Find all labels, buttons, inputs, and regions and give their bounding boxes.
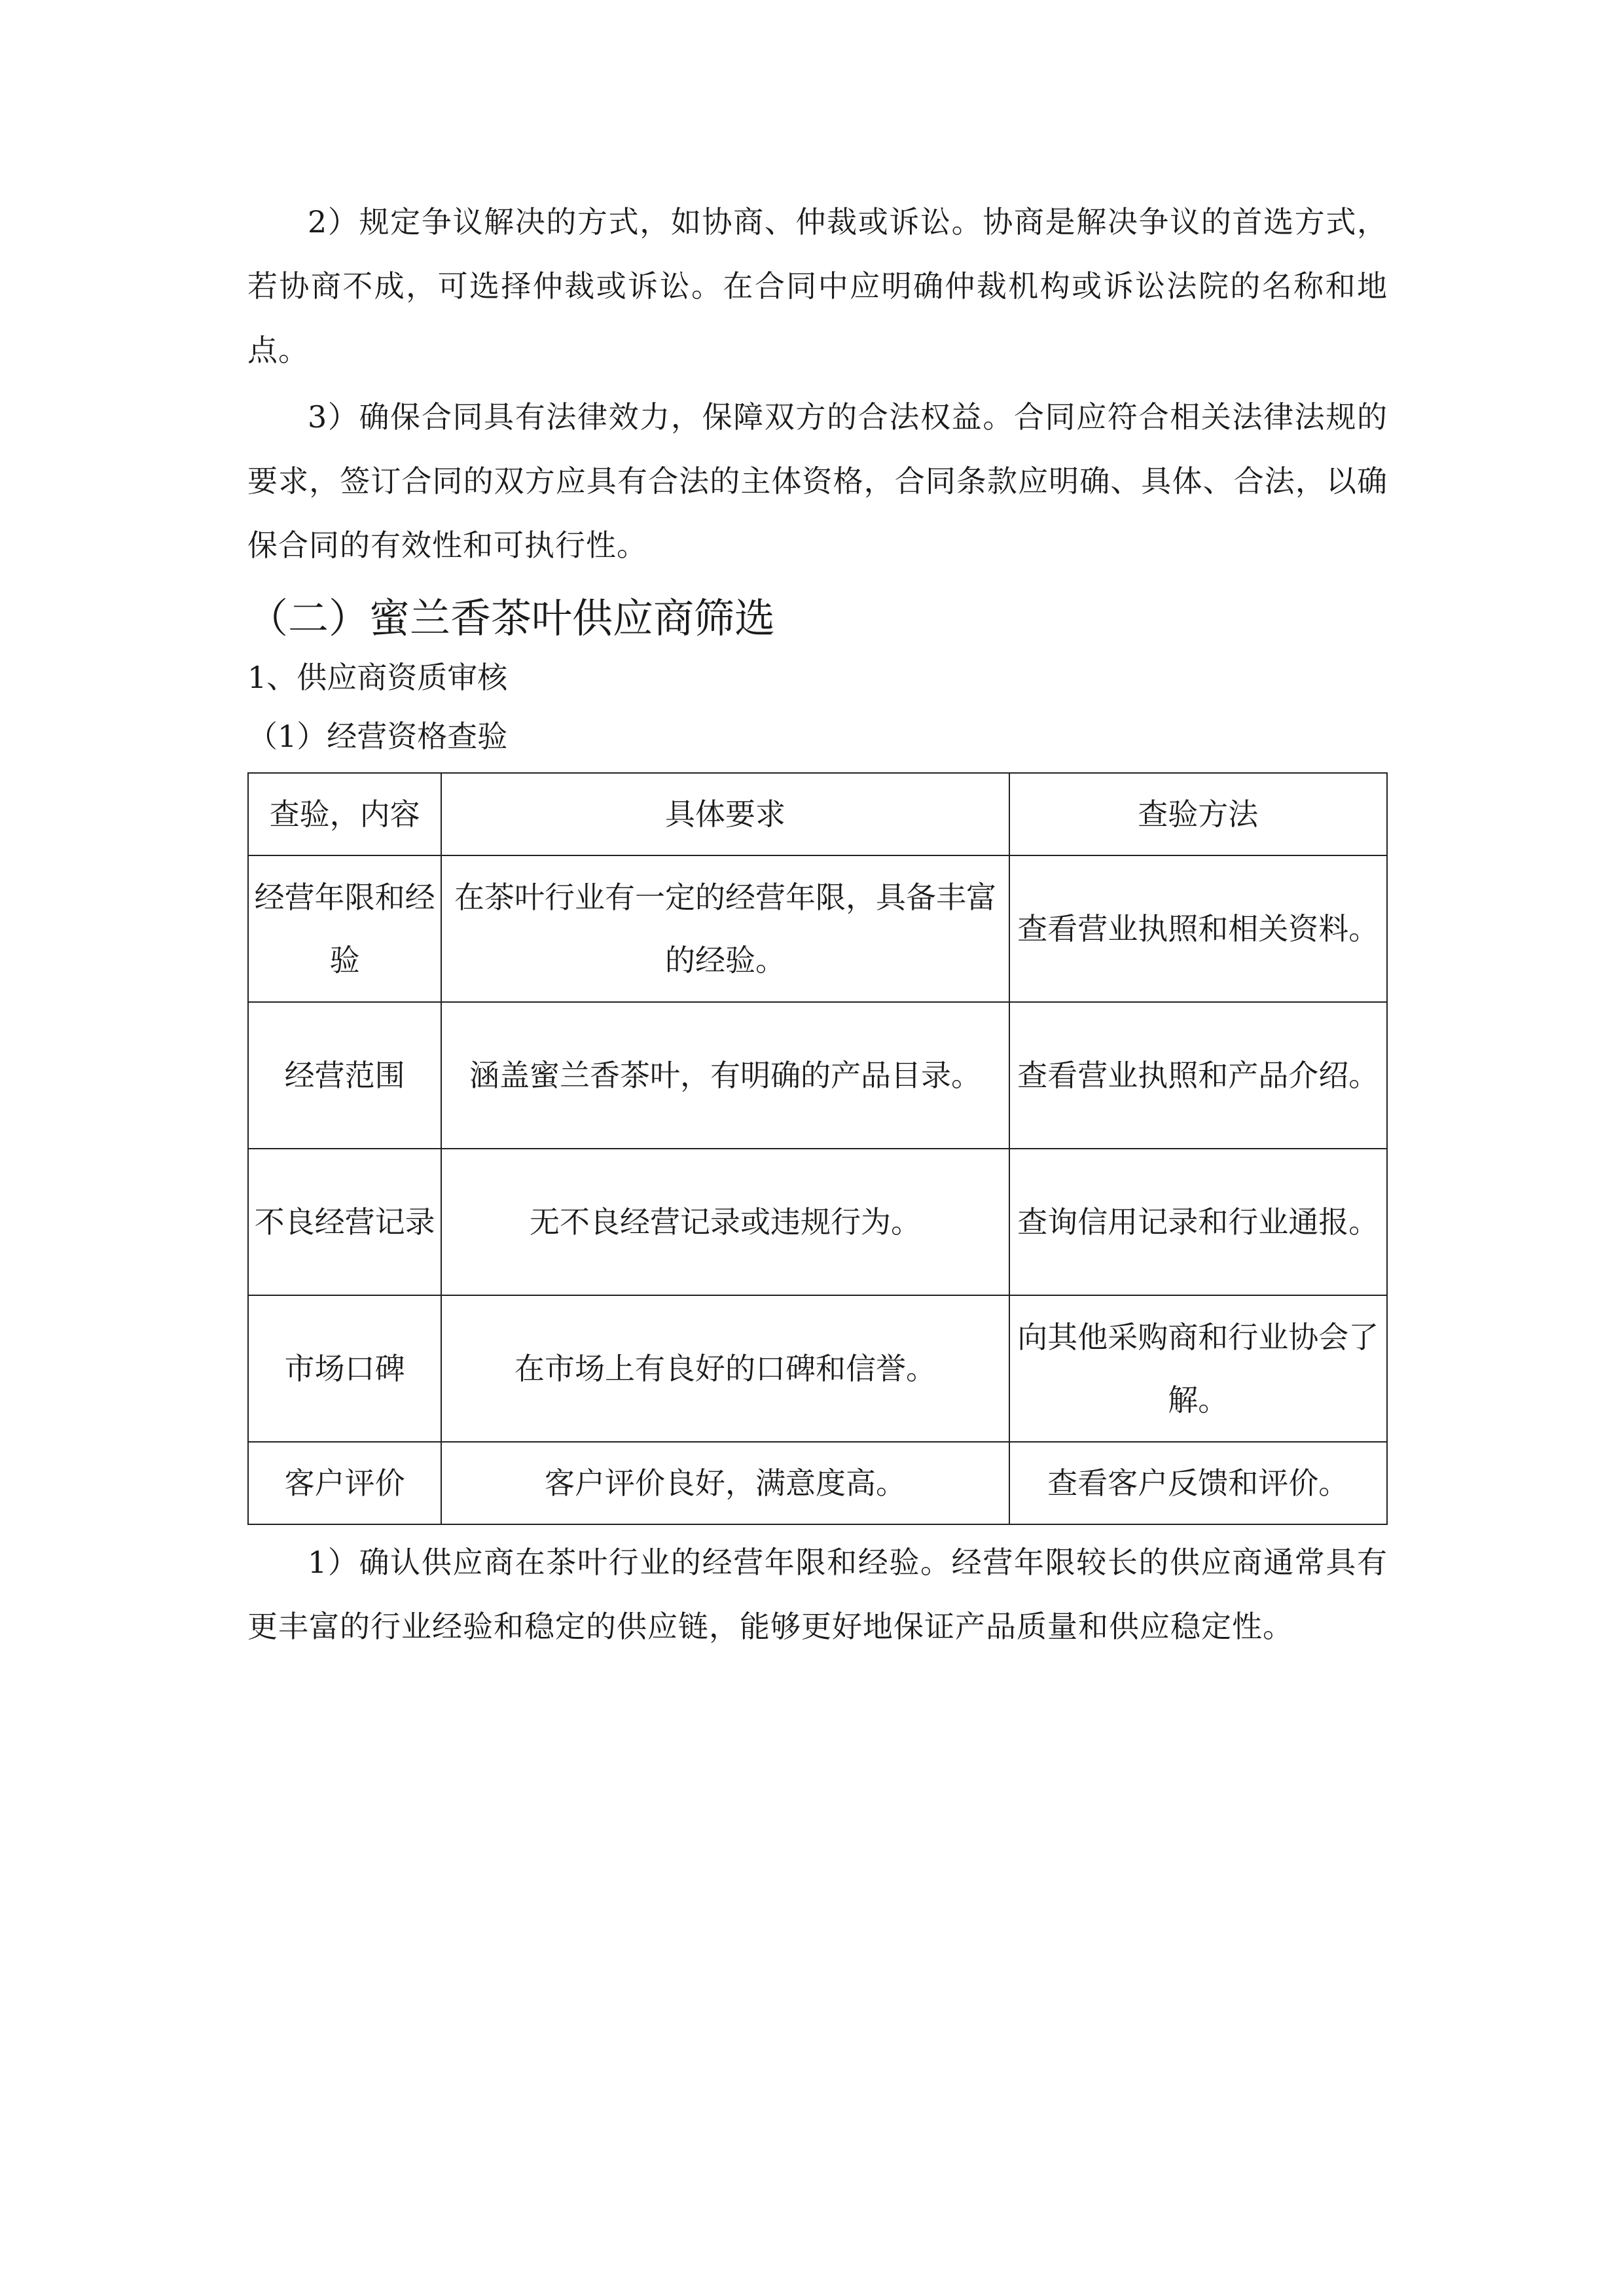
table-row [248, 855, 1387, 1002]
table-header-row [248, 773, 1387, 855]
cell-item: 经营范围 [248, 1002, 441, 1149]
cell-requirement: 在市场上有良好的口碑和信誉。 [441, 1295, 1009, 1442]
cell-item: 市场口碑 [248, 1295, 441, 1442]
item-title: （1）经营资格查验 [247, 719, 508, 754]
header-cell-requirement: 具体要求 [441, 773, 1009, 855]
paragraph-legal-validity: 3）确保合同具有法律效力，保障双方的合法权益。合同应符合相关法律法规的要求，签订合同的双方应具有合法的主体资格，合同条款应明确、具体、合法，以确保合同的有效性和可执行性。 [247, 399, 1388, 563]
header-cell-content: 查验，内容 [248, 773, 441, 855]
cell-item: 不良经营记录 [248, 1149, 441, 1295]
qualification-table [247, 772, 1388, 1525]
cell-item: 客户评价 [248, 1442, 441, 1524]
header-cell-method: 查验方法 [1009, 773, 1387, 855]
cell-requirement: 在茶叶行业有一定的经营年限，具备丰富的经验。 [441, 855, 1009, 1002]
section-title: （二）蜜兰香茶叶供应商筛选 [247, 594, 776, 642]
cell-requirement: 无不良经营记录或违规行为。 [441, 1149, 1009, 1295]
cell-method: 查看客户反馈和评价。 [1009, 1442, 1387, 1524]
paragraph-dispute-resolution: 2）规定争议解决的方式，如协商、仲裁或诉讼。协商是解决争议的首选方式，若协商不成，可选择仲裁或诉讼。在合同中应明确仲裁机构或诉讼法院的名称和地点。 [247, 204, 1388, 368]
table-row [248, 1149, 1387, 1295]
cell-method: 向其他采购商和行业协会了解。 [1009, 1295, 1387, 1442]
cell-method: 查询信用记录和行业通报。 [1009, 1149, 1387, 1295]
subsection-title: 1、供应商资质审核 [247, 660, 508, 695]
cell-method: 查看营业执照和相关资料。 [1009, 855, 1387, 1002]
table-row [248, 1295, 1387, 1442]
cell-method: 查看营业执照和产品介绍。 [1009, 1002, 1387, 1149]
cell-requirement: 涵盖蜜兰香茶叶，有明确的产品目录。 [441, 1002, 1009, 1149]
table-row [248, 1002, 1387, 1149]
table-row [248, 1442, 1387, 1524]
cell-requirement: 客户评价良好，满意度高。 [441, 1442, 1009, 1524]
paragraph-operating-years: 1）确认供应商在茶叶行业的经营年限和经验。经营年限较长的供应商通常具有更丰富的行业经验和稳定的供应链，能够更好地保证产品质量和供应稳定性。 [247, 1545, 1388, 1644]
document-page [247, 190, 1388, 1661]
cell-item: 经营年限和经验 [248, 855, 441, 1002]
